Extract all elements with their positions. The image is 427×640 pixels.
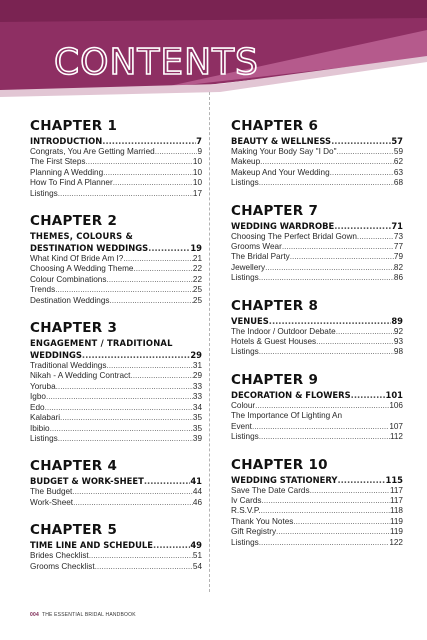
- toc-entry[interactable]: Grooms Checklist ..... 54: [30, 562, 202, 572]
- chapter-heading[interactable]: TIME LINE AND SCHEDULE ..... 49: [30, 539, 202, 551]
- chapter-3: [30, 320, 202, 444]
- toc-entry[interactable]: Planning A Wedding ..... 10: [30, 168, 202, 178]
- toc-entry[interactable]: Igbo ..... 33: [30, 392, 202, 402]
- column-divider: [209, 92, 210, 592]
- toc-entry[interactable]: Choosing The Perfect Bridal Gown ..... 73: [231, 232, 403, 242]
- toc-entry[interactable]: Nikah - A Wedding Contract ..... 29: [30, 371, 202, 381]
- toc-entry[interactable]: What Kind Of Bride Am I? ..... 21: [30, 254, 202, 264]
- chapter-title: CHAPTER 9: [231, 371, 319, 388]
- toc-entry[interactable]: Listings ..... 122: [231, 538, 403, 548]
- toc-entry[interactable]: Destination Weddings ..... 25: [30, 296, 202, 306]
- toc-entry[interactable]: Gift Registry ..... 119: [231, 527, 403, 537]
- toc-entry[interactable]: R.S.V.P. ..... 118: [231, 506, 403, 516]
- chapter-heading-line: THEMES, COLOURS &: [30, 231, 133, 242]
- toc-entry[interactable]: Listings ..... 17: [30, 189, 202, 199]
- chapter-7: [231, 203, 403, 284]
- book-title: THE ESSENTIAL BRIDAL HANDBOOK: [41, 612, 136, 618]
- page-number: 004: [30, 612, 39, 618]
- toc-entry[interactable]: Thank You Notes ..... 119: [231, 517, 403, 527]
- toc-entry[interactable]: Grooms Wear ..... 77: [231, 242, 403, 252]
- chapter-6: [231, 118, 403, 189]
- toc-entry[interactable]: Ibibio ..... 35: [30, 424, 202, 434]
- toc-entry[interactable]: Congrats, You Are Getting Married ..... 9: [30, 147, 202, 157]
- toc-entry[interactable]: The Bridal Party ..... 79: [231, 252, 403, 262]
- toc-entry[interactable]: Brides Checklist ..... 51: [30, 551, 202, 561]
- chapter-heading[interactable]: INTRODUCTION ..... 7: [30, 135, 202, 147]
- toc-entry[interactable]: Choosing A Wedding Theme ..... 22: [30, 264, 202, 274]
- toc-entry[interactable]: How To Find A Planner ..... 10: [30, 178, 202, 188]
- toc-entry[interactable]: Kalabari ..... 35: [30, 413, 202, 423]
- chapter-title: CHAPTER 4: [30, 458, 118, 475]
- chapter-title: CHAPTER 5: [30, 522, 118, 539]
- chapter-heading-line: ENGAGEMENT / TRADITIONAL: [30, 338, 173, 349]
- chapter-title: CHAPTER 7: [231, 202, 319, 219]
- toc-entry[interactable]: Making Your Body Say "I Do" ..... 59: [231, 147, 403, 157]
- chapter-2: [30, 213, 202, 306]
- toc-entry[interactable]: Work-Sheet ..... 46: [30, 498, 202, 508]
- chapter-title: CHAPTER 2: [30, 213, 118, 230]
- toc-entry[interactable]: Traditional Weddings ..... 31: [30, 361, 202, 371]
- toc-entry[interactable]: The Budget ..... 44: [30, 487, 202, 497]
- toc-entry[interactable]: Jewellery ..... 82: [231, 263, 403, 273]
- chapter-title: CHAPTER 6: [231, 118, 319, 134]
- chapter-title: CHAPTER 1: [30, 118, 118, 134]
- toc-entry[interactable]: Makeup And Your Wedding ..... 63: [231, 168, 403, 178]
- toc-entry[interactable]: Edo ..... 34: [30, 403, 202, 413]
- toc-left-column: [30, 118, 202, 586]
- chapter-10: [231, 457, 403, 548]
- chapter-title: CHAPTER 3: [30, 320, 118, 337]
- toc-entry[interactable]: Iv Cards ..... 117: [231, 496, 403, 506]
- chapter-9: [231, 372, 403, 443]
- chapter-heading[interactable]: VENUES ..... 89: [231, 315, 403, 327]
- toc-right-column: [231, 118, 403, 562]
- toc-entry[interactable]: Event ..... 107: [231, 422, 403, 432]
- chapter-heading[interactable]: WEDDINGS ..... 29: [30, 349, 202, 361]
- chapter-4: [30, 458, 202, 508]
- toc-entry[interactable]: Listings ..... 39: [30, 434, 202, 444]
- page-title: CONTENTS: [54, 42, 259, 83]
- toc-entry[interactable]: Makeup ..... 62: [231, 157, 403, 167]
- chapter-heading[interactable]: DESTINATION WEDDINGS ..... 19: [30, 242, 202, 254]
- toc-entry[interactable]: The First Steps ..... 10: [30, 157, 202, 167]
- chapter-1: [30, 118, 202, 199]
- toc-entry[interactable]: The Indoor / Outdoor Debate ..... 92: [231, 327, 403, 337]
- chapter-heading[interactable]: WEDDING STATIONERY ..... 115: [231, 474, 403, 486]
- toc-entry[interactable]: Listings ..... 68: [231, 178, 403, 188]
- page-footer: [30, 612, 136, 618]
- toc-entry-wrapped-line[interactable]: The Importance Of Lighting An: [231, 411, 343, 421]
- chapter-title: CHAPTER 10: [231, 456, 328, 473]
- header-banner: [0, 0, 427, 105]
- chapter-5: [30, 522, 202, 572]
- chapter-heading[interactable]: DECORATION & FLOWERS ..... 101: [231, 389, 403, 401]
- toc-entry[interactable]: Listings ..... 98: [231, 347, 403, 357]
- chapter-title: CHAPTER 8: [231, 297, 319, 314]
- chapter-heading[interactable]: WEDDING WARDROBE ..... 71: [231, 220, 403, 232]
- toc-entry[interactable]: Trends ..... 25: [30, 285, 202, 295]
- toc-entry[interactable]: Colour ..... 106: [231, 401, 403, 411]
- toc-entry[interactable]: Yoruba ..... 33: [30, 382, 202, 392]
- toc-entry[interactable]: Hotels & Guest Houses ..... 93: [231, 337, 403, 347]
- chapter-heading[interactable]: BUDGET & WORK-SHEET ..... 41: [30, 475, 202, 487]
- chapter-8: [231, 298, 403, 358]
- toc-entry[interactable]: Listings ..... 112: [231, 432, 403, 442]
- toc-entry[interactable]: Listings ..... 86: [231, 273, 403, 283]
- chapter-heading[interactable]: BEAUTY & WELLNESS ..... 57: [231, 135, 403, 147]
- toc-entry[interactable]: Save The Date Cards ..... 117: [231, 486, 403, 496]
- toc-entry[interactable]: Colour Combinations ..... 22: [30, 275, 202, 285]
